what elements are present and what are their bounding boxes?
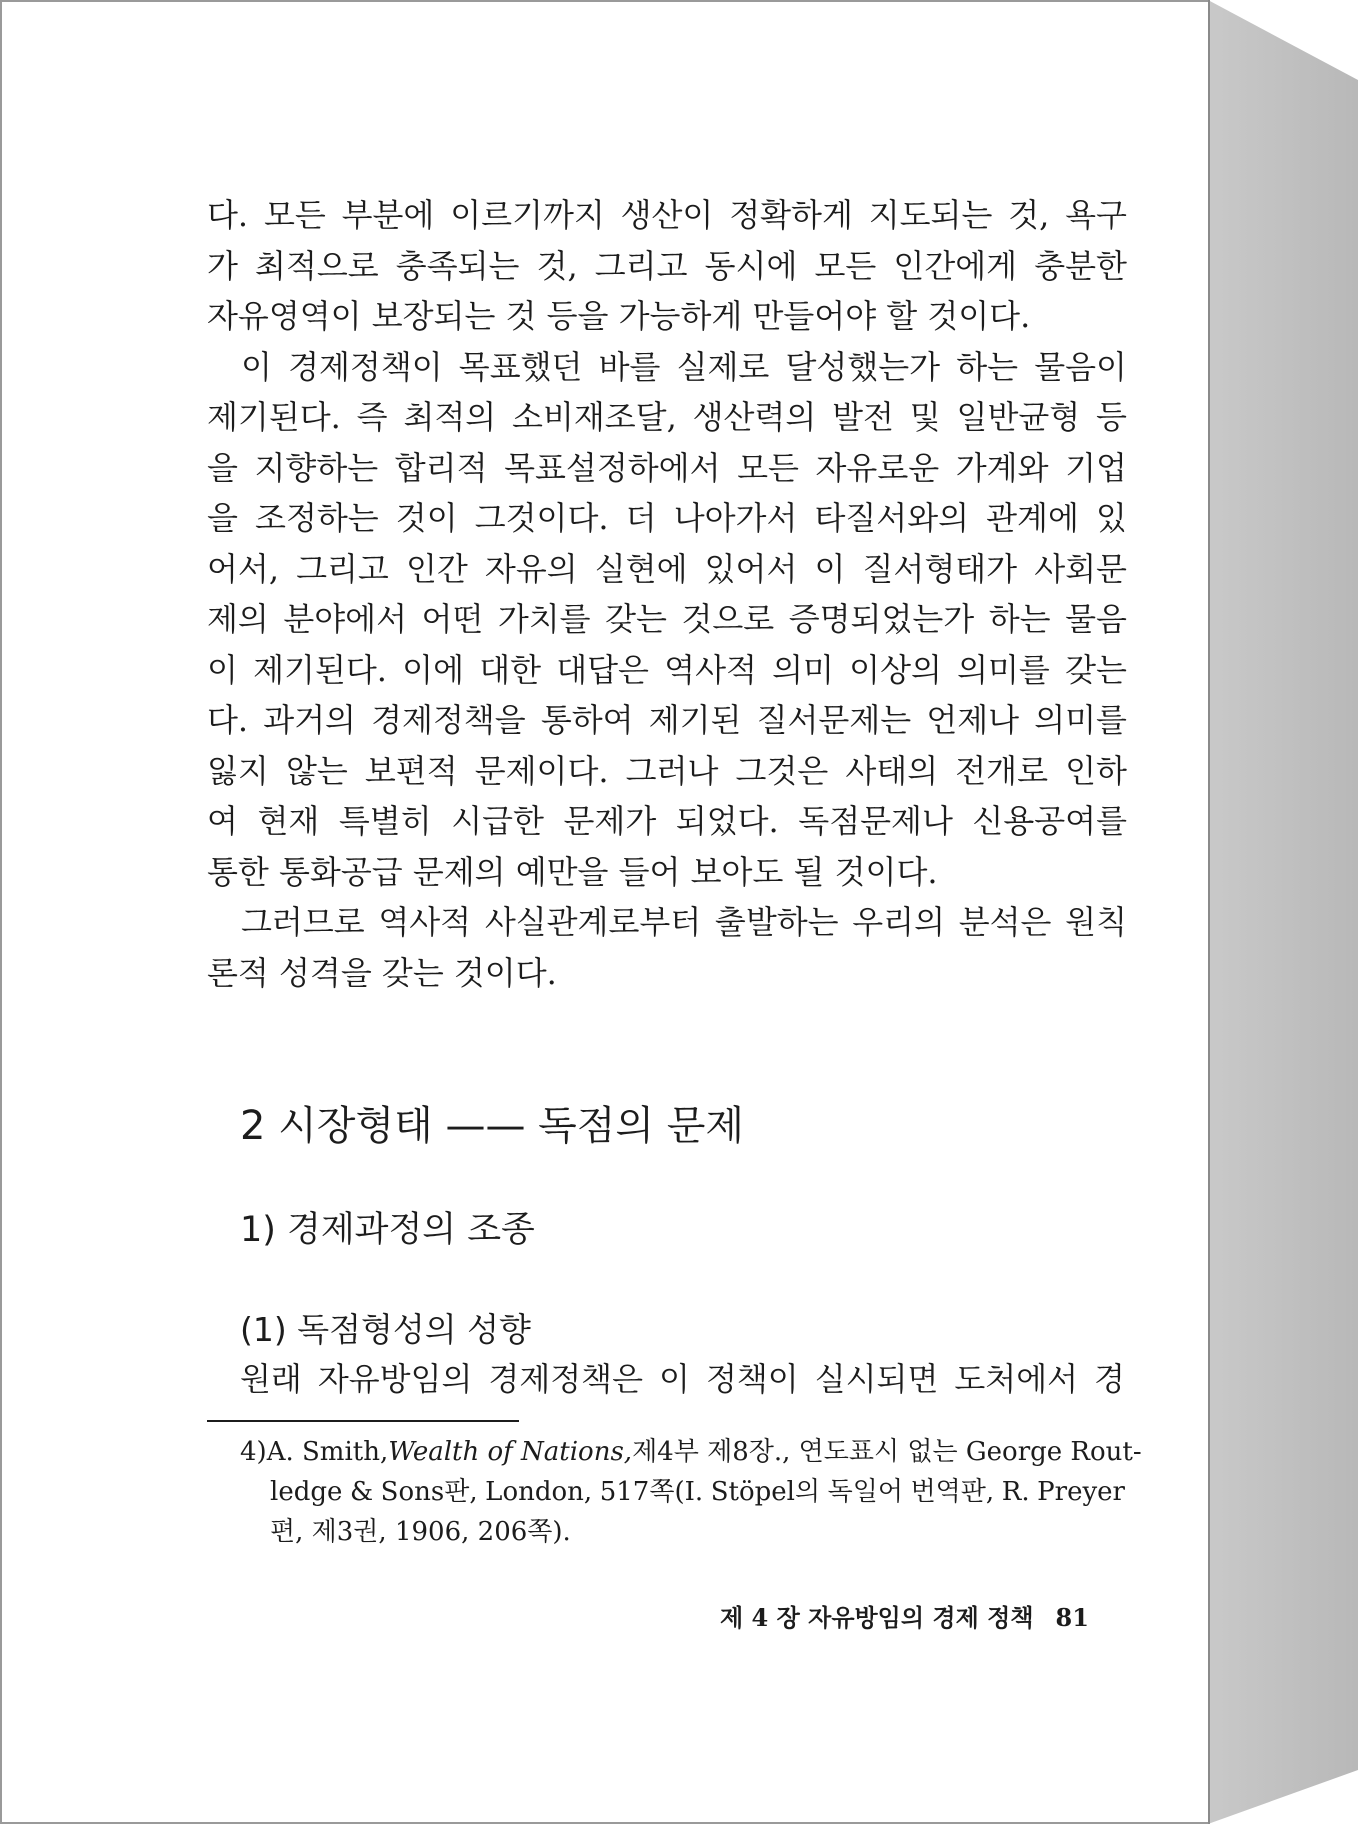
page-number: 81 — [1055, 1603, 1089, 1632]
body-line: 제기된다. 즉 최적의 소비재조달, 생산력의 발전 및 일반균형 등 — [207, 398, 1127, 436]
body-line: 제의 분야에서 어떤 가치를 갖는 것으로 증명되었는가 하는 물음 — [207, 600, 1127, 638]
body-text — [207, 190, 1127, 998]
running-footer — [720, 1598, 1089, 1633]
body-line: 가 최적으로 충족되는 것, 그리고 동시에 모든 인간에게 충분한 — [207, 246, 1127, 285]
subsubsection-heading: (1) 독점형성의 성향 — [240, 1310, 531, 1349]
body-line: 통한 통화공급 문제의 예만을 들어 보아도 될 것이다. — [207, 852, 938, 891]
chapter-title: 제 4 장 자유방임의 경제 정책 — [720, 1603, 1034, 1632]
section-heading: 2 시장형태 —— 독점의 문제 — [240, 1103, 745, 1149]
subsection-heading: 1) 경제과정의 조종 — [240, 1210, 535, 1250]
footnote-line — [240, 1432, 1142, 1472]
spine-edge — [1208, 0, 1210, 1824]
footnote-title: Wealth of Nations, — [388, 1437, 633, 1467]
body-line: 다. 과거의 경제정책을 통하여 제기된 질서문제는 언제나 의미를 — [207, 701, 1127, 739]
body-line: 자유영역이 보장되는 것 등을 가능하게 만들어야 할 것이다. — [207, 297, 1031, 335]
body-line: 다. 모든 부분에 이르기까지 생산이 정확하게 지도되는 것, 욕구 — [207, 196, 1127, 234]
body-line: 원래 자유방임의 경제정책은 이 정책이 실시되면 도처에서 경 — [240, 1360, 1125, 1398]
body-line: 이 경제정책이 목표했던 바를 실제로 달성했는가 하는 물음이 — [241, 347, 1127, 386]
footnote-line: 편, 제3권, 1906, 206쪽). — [270, 1517, 571, 1547]
footnote — [240, 1432, 1142, 1552]
footnote-number: 4) — [240, 1437, 267, 1467]
body-line: 여 현재 특별히 시급한 문제가 되었다. 독점문제나 신용공여를 — [207, 802, 1127, 840]
body-line: 을 조정하는 것이 그것이다. 더 나아가서 타질서와의 관계에 있 — [207, 499, 1127, 537]
body-line: 그러므로 역사적 사실관계로부터 출발하는 우리의 분석은 원칙 — [241, 903, 1127, 941]
body-line: 잃지 않는 보편적 문제이다. 그러나 그것은 사태의 전개로 인하 — [207, 751, 1127, 790]
book-spine — [1208, 0, 1358, 1824]
body-line: 이 제기된다. 이에 대한 대답은 역사적 의미 이상의 의미를 갖는 — [207, 650, 1127, 689]
body-line: 을 지향하는 합리적 목표설정하에서 모든 자유로운 가계와 기업 — [207, 448, 1127, 487]
footnote-line: ledge & Sons판, London, 517쪽(I. Stöpel의 독일어 번역판, R. Preyer — [270, 1477, 1125, 1507]
footnote-author: A. Smith, — [266, 1437, 389, 1467]
body-line: 어서, 그리고 인간 자유의 실현에 있어서 이 질서형태가 사회문 — [207, 549, 1127, 588]
footnote-divider — [207, 1420, 519, 1422]
body-line: 론적 성격을 갖는 것이다. — [207, 953, 557, 992]
footnote-text: 제4부 제8장., 연도표시 없는 George Rout- — [632, 1437, 1142, 1467]
